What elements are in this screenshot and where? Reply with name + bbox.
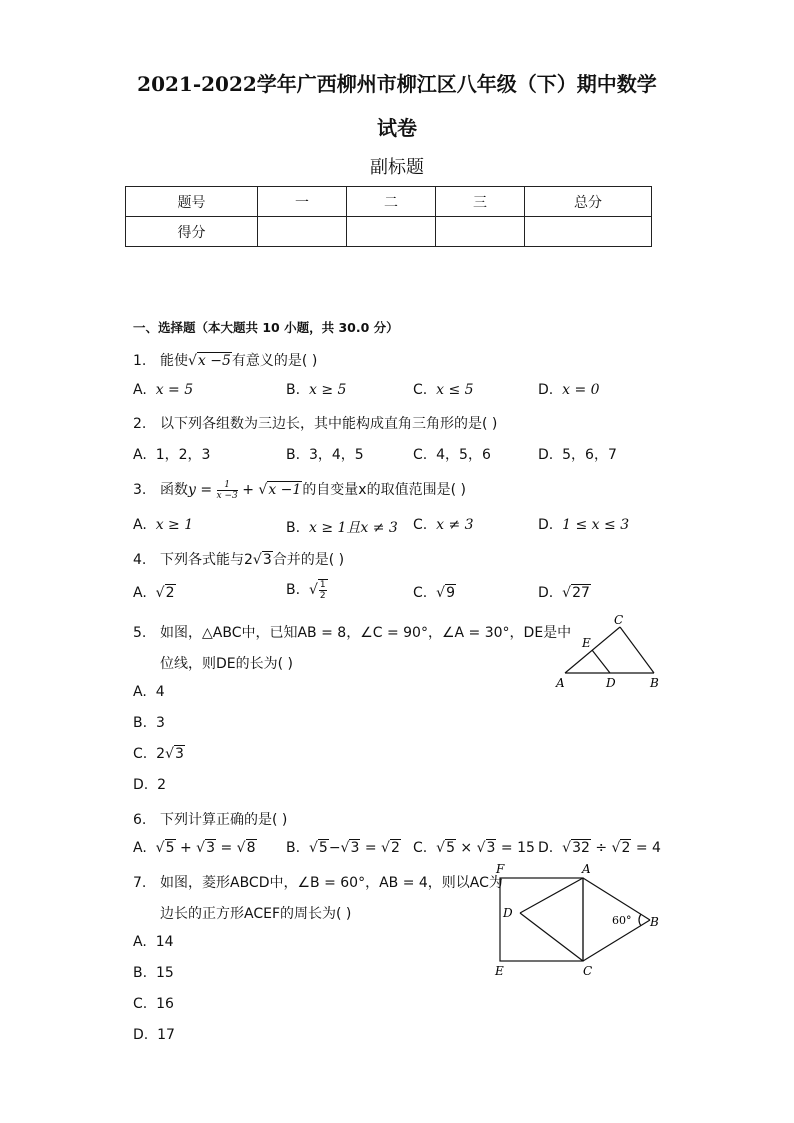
option-label: B.	[286, 382, 301, 398]
triangle-figure	[550, 610, 670, 692]
option-label: A.	[133, 447, 147, 463]
option-label: C.	[413, 382, 428, 398]
score-cell[interactable]	[347, 217, 436, 247]
radicand: 2	[390, 840, 400, 856]
label-e: E	[582, 636, 591, 650]
option-label: D.	[538, 447, 554, 463]
segment-cb	[620, 627, 654, 673]
option-d[interactable]: D. √32 ÷ √2 = 4	[538, 840, 661, 856]
score-cell[interactable]	[258, 217, 347, 247]
radicand: 5	[318, 840, 328, 856]
math-operator: = 15	[496, 840, 535, 856]
fraction-denominator: x −3	[216, 490, 238, 501]
option-text: 15	[155, 965, 174, 981]
question-5-line2: 位线，则DE的长为( )	[160, 656, 293, 672]
math-operator: =	[360, 840, 382, 856]
score-table-score-row	[126, 217, 652, 247]
question-number: 2.	[133, 416, 147, 432]
radicand: x −5	[197, 353, 231, 369]
option-label: B.	[286, 582, 301, 598]
option-label: B.	[286, 520, 301, 536]
angle-arc	[639, 914, 641, 926]
option-label: A.	[133, 585, 147, 601]
option-b[interactable]: B. √ $\frac{1}{2}$	[286, 580, 326, 601]
option-text: 3，4，5	[308, 447, 364, 463]
option-text: 17	[157, 1027, 175, 1043]
option-d[interactable]	[538, 517, 629, 533]
label-a: A	[556, 676, 565, 690]
section-heading: 一、选择题（本大题共 10 小题，共 30.0 分）	[133, 320, 399, 335]
label-c: C	[583, 964, 593, 978]
angle-label: 60°	[612, 914, 632, 927]
question-text: 函数	[160, 482, 188, 498]
table-cell: 得分	[126, 217, 258, 247]
question-number: 6.	[133, 812, 147, 828]
option-c[interactable]	[413, 382, 474, 398]
option-c[interactable]	[413, 444, 491, 464]
exam-title-line2: 试卷	[377, 116, 417, 140]
table-cell: 三	[436, 187, 525, 217]
option-label: B.	[133, 715, 148, 731]
option-text: 2	[156, 746, 166, 762]
math-expr: y =	[188, 482, 213, 498]
question-text: 以下列各组数为三边长，其中能构成直角三角形的是( )	[160, 416, 498, 432]
option-a[interactable]	[133, 684, 165, 700]
option-label: D.	[538, 517, 554, 533]
table-cell: 二	[347, 187, 436, 217]
option-label: C.	[133, 996, 148, 1012]
question-6	[133, 809, 287, 829]
segment-de	[592, 650, 610, 673]
option-label: D.	[538, 382, 554, 398]
option-d[interactable]	[133, 777, 166, 793]
question-number: 3.	[133, 482, 147, 498]
option-b[interactable]	[133, 965, 174, 981]
option-text: 2	[157, 777, 167, 793]
option-label: D.	[133, 777, 149, 793]
label-d: D	[606, 676, 616, 690]
option-text: x ≥ 5	[308, 382, 347, 398]
option-label: C.	[413, 517, 428, 533]
question-text: 如图，△ABC中，已知AB = 8，∠C = 90°，∠A = 30°，DE是中	[160, 625, 572, 641]
option-c[interactable]: C. √5 × √3 = 15	[413, 840, 535, 856]
option-label: C.	[413, 585, 428, 601]
question-number: 5.	[133, 625, 147, 641]
label-a: A	[582, 862, 591, 876]
fraction-numerator: 1	[319, 580, 326, 590]
label-b: B	[650, 915, 659, 929]
option-label: C.	[413, 840, 428, 856]
label-e: E	[495, 964, 504, 978]
radicand: 8	[246, 840, 256, 856]
radicand: 32	[572, 840, 590, 856]
question-text: 下列计算正确的是( )	[160, 812, 288, 828]
option-d[interactable]	[538, 444, 617, 464]
option-text: 3	[155, 715, 165, 731]
option-text: 5，6，7	[562, 447, 617, 463]
option-a[interactable]	[133, 382, 193, 398]
segment-ad	[520, 878, 583, 913]
option-label: B.	[133, 965, 148, 981]
option-a[interactable]	[133, 444, 210, 464]
rhombus-square-figure	[490, 858, 670, 982]
question-5	[133, 622, 571, 642]
option-label: B.	[286, 447, 301, 463]
option-text: x ≠ 3	[436, 517, 474, 533]
option-a[interactable]	[133, 934, 174, 950]
math-operator: +	[175, 840, 197, 856]
radicand: 3	[206, 840, 216, 856]
label-b: B	[650, 676, 659, 690]
radicand: 9	[446, 585, 455, 601]
exam-subtitle: 副标题	[370, 157, 424, 178]
option-b[interactable]	[286, 444, 364, 464]
option-text: x = 0	[562, 382, 600, 398]
option-b[interactable]	[133, 715, 165, 731]
question-number: 7.	[133, 875, 147, 891]
exam-title-line1: 2021-2022学年广西柳州市柳江区八年级（下）期中数学	[137, 72, 657, 96]
fraction-denominator: 2	[319, 591, 326, 601]
math-operator: ÷	[590, 840, 612, 856]
question-1: 1. 能使√x −5有意义的是( )	[133, 353, 318, 369]
option-c[interactable]	[413, 517, 474, 533]
math-operator: −	[328, 840, 341, 856]
radicand: 3	[174, 746, 184, 762]
option-label: C.	[133, 746, 148, 762]
option-label: A.	[133, 934, 147, 950]
question-text: 能使	[160, 353, 188, 369]
option-d[interactable]: D. √27	[538, 585, 590, 601]
radicand: 3	[350, 840, 360, 856]
score-table	[125, 186, 652, 247]
question-2	[133, 413, 497, 433]
option-d[interactable]	[538, 382, 600, 398]
table-cell: 总分	[525, 187, 652, 217]
radicand: 2	[165, 585, 175, 601]
question-text: 的自变量x的取值范围是( )	[302, 482, 466, 498]
fraction-numerator: 1	[217, 480, 238, 491]
math-operator: =	[216, 840, 237, 856]
radicand: 3	[486, 840, 496, 856]
option-a[interactable]: A. √2	[133, 585, 175, 601]
option-label: A.	[133, 684, 147, 700]
option-c[interactable]: C. √9	[413, 585, 455, 601]
radicand: 3	[262, 552, 272, 568]
option-text: x = 5	[155, 382, 194, 398]
score-table-header-row	[126, 187, 652, 217]
radicand: 2	[621, 840, 631, 856]
label-d: D	[503, 906, 513, 920]
option-text: x ≥ 1且x ≠ 3	[308, 520, 398, 536]
segment-dc	[520, 913, 583, 961]
option-label: D.	[133, 1027, 149, 1043]
question-3: 3. 函数y = $\frac{1}{x -3} + √x -1$的自变量x的取值范围是( )	[133, 479, 466, 501]
option-a[interactable]	[133, 517, 193, 533]
option-label: D.	[538, 840, 554, 856]
radicand: 5	[446, 840, 455, 856]
option-text: 14	[155, 934, 174, 950]
option-a[interactable]: A. √5 + √3 = √8	[133, 840, 256, 856]
option-text: 4	[155, 684, 165, 700]
option-c[interactable]: C. 2√3	[133, 746, 184, 762]
question-4: 4. 下列各式能与2√3合并的是( )	[133, 552, 345, 568]
question-number: 4.	[133, 552, 147, 568]
option-b[interactable]: B. √5−√3 = √2	[286, 840, 400, 856]
math-operator: ×	[455, 840, 477, 856]
math-operator: = 4	[631, 840, 661, 856]
option-c[interactable]	[133, 996, 174, 1012]
option-d[interactable]	[133, 1027, 175, 1043]
radicand: x −1	[268, 482, 302, 498]
option-text: 4，5，6	[436, 447, 491, 463]
fraction	[318, 579, 328, 601]
math-operator: +	[242, 482, 254, 498]
option-text: x ≥ 1	[155, 517, 194, 533]
radicand: 5	[165, 840, 175, 856]
question-text: 有意义的是( )	[231, 353, 318, 369]
question-7-line2: 边长的正方形ACEF的周长为( )	[160, 906, 352, 922]
question-text: 如图，菱形ABCD中，∠B = 60°，AB = 4，则以AC为	[160, 875, 503, 891]
question-text: 下列各式能与2	[160, 552, 253, 568]
option-label: B.	[286, 840, 301, 856]
option-label: A.	[133, 840, 147, 856]
option-text: 1 ≤ x ≤ 3	[562, 517, 630, 533]
option-text: x ≤ 5	[436, 382, 474, 398]
option-text: 16	[156, 996, 174, 1012]
question-number: 1.	[133, 353, 147, 369]
label-f: F	[496, 862, 505, 876]
option-b[interactable]	[286, 382, 346, 398]
option-label: C.	[413, 447, 428, 463]
option-label: A.	[133, 382, 147, 398]
question-7	[133, 872, 503, 892]
score-cell[interactable]	[525, 217, 652, 247]
option-label: A.	[133, 517, 147, 533]
score-cell[interactable]	[436, 217, 525, 247]
label-c: C	[614, 613, 624, 627]
radicand: 27	[572, 585, 590, 601]
option-b[interactable]	[286, 517, 398, 537]
option-text: 1，2，3	[155, 447, 211, 463]
table-cell: 题号	[126, 187, 258, 217]
option-label: D.	[538, 585, 554, 601]
table-cell: 一	[258, 187, 347, 217]
fraction	[217, 480, 238, 501]
question-text: 合并的是( )	[272, 552, 345, 568]
